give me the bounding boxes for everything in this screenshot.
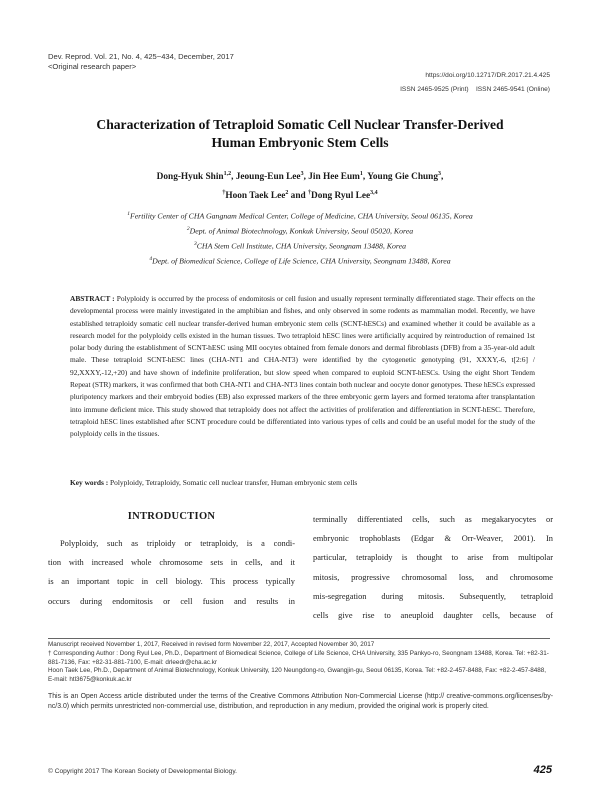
page-number: 425 bbox=[533, 764, 552, 776]
affiliation-text: Fertility Center of CHA Gangnam Medical Center, College of Medicine, CHA University, Seoul 06135, Korea bbox=[129, 211, 473, 221]
journal-line: Dev. Reprod. Vol. 21, No. 4, 425~434, December, 2017 bbox=[48, 52, 234, 61]
manuscript-dates: Manuscript received November 1, 2017, Received in revised form November 22, 2017, Accepted November 30, 2017 bbox=[48, 641, 375, 648]
affiliation-item bbox=[30, 223, 570, 238]
affiliation-text: Dept. of Biomedical Science, College of Life Science, CHA University, Seongnam 13488, Korea bbox=[152, 256, 451, 266]
author-name: Jeoung-Eun Lee bbox=[235, 172, 301, 183]
author-list bbox=[30, 166, 570, 204]
text-line: mitosis, progressive chromosomal loss, and chromosome bbox=[313, 572, 553, 582]
affiliation-sup: 2 bbox=[186, 226, 190, 233]
affiliation-sup: 1 bbox=[127, 211, 130, 217]
author-affil-sup: 2 bbox=[285, 190, 289, 197]
text-line: mis-segregation during mitosis. Subsequently, tetraploid bbox=[313, 591, 553, 601]
body-column-left bbox=[48, 510, 295, 611]
footnote-divider bbox=[48, 638, 550, 639]
intro-paragraph-right bbox=[313, 510, 553, 625]
affiliation-text: CHA Stem Cell Institute, CHA University, Seongnam 13488, Korea bbox=[196, 241, 407, 251]
title-line-1: Characterization of Tetraploid Somatic Cell Nuclear Transfer-Derived bbox=[96, 117, 504, 132]
text-line: embryonic trophoblasts (Edgar & Orr-Weaver, 2001). In bbox=[313, 534, 553, 544]
author-affil-sup: 3 bbox=[438, 171, 441, 177]
corresponding-mark: † bbox=[308, 190, 311, 197]
abstract-label: ABSTRACT : bbox=[70, 294, 115, 303]
text-line: tion with increased whole chromosome sets in cells, and it bbox=[48, 558, 295, 568]
affiliation-item bbox=[30, 208, 570, 223]
author-and: and bbox=[290, 191, 306, 202]
abstract-text: Polyploidy is occurred by the process of endomitosis or cell fusion and usually represent terminally differentiated stage. Their effects on the developmental process were mainly investigated in the amphibian and fishes, and only observed in some rodents as mammalian model. Recently, we have established tetraploidy somatic cell nuclear transfer-derived human embryonic stem cells (SCNT-hESCs) and examined whether it could be available as a research model for the polyploidy cells existed in the human tissues. Two tetraploid hESC lines were artificially acquired by reintroduction of remained 1st polar body during the establishment of SCNT-hESC using MII oocytes obtained from female donors and dermal fibroblasts (DFB) from a 35-year-old adult male. These tetraploid SCNT-hESC lines (CHA-NT1 and CHA-NT3) were identified by the cytogenetic genotyping (91, XXXY,-6, t[2:6] / 92,XXXY,-12,+20) and have shown of indefinite proliferation, but slow speed when compared to euploid SCNT-hESCs. Using the eight Short Tendem Repeat (STR) markers, it was confirmed that both CHA-NT1 and CHA-NT3 lines contain both nuclear and oocyte donor genotypes. These hESCs expressed pluripotency markers and their embryoid bodies (EB) also expressed markers of the three embryonic germ layers and formed teratoma after transplantation into immune deficient mice. This study showed that tetraploidy does not affect the activities of proliferation and differentiation in SCNT-hESC. Therefore, tetraploid hESC lines established after SCNT procedure could be differentiated into various types of cells and could be an useful model for the study of the polyploidy cells in the tissues. bbox=[70, 294, 535, 439]
author-affil-sup: 1 bbox=[359, 171, 363, 177]
affiliation-list bbox=[30, 208, 570, 268]
corresponding-author-2: Hoon Taek Lee, Ph.D., Department of Animal Biotechnology, Konkuk University, 120 Neungdong-ro, Gwangjin-gu, Seoul 06135, Korea. Tel: +82-2-457-8488, Fax: +82-2-457-8488, E-mail: htl3675@konkuk.ac.kr bbox=[48, 667, 546, 684]
footnotes bbox=[48, 641, 550, 685]
intro-paragraph-left bbox=[48, 534, 295, 611]
author-line-1: Dong-Hyuk Shin$^{1,2}$, Jeoung-Eun Lee$^3$, Jin Hee Eum$^1$, Young Gie Chung$^3$, bbox=[156, 171, 444, 183]
author-affil-sup: 1,2 bbox=[223, 171, 232, 177]
text-line: is an important topic in cell biology. This process typically bbox=[48, 577, 295, 587]
author-name: Jin Hee Eum bbox=[308, 172, 360, 183]
keywords-text: Polyploidy, Tetraploidy, Somatic cell nuclear transfer, Human embryonic stem cells bbox=[110, 478, 358, 487]
body-column-right bbox=[313, 510, 553, 625]
author-name: Young Gie Chung bbox=[367, 172, 438, 183]
corresponding-author-1: † Corresponding Author : Dong Ryul Lee, Ph.D., Department of Biomedical Science, College of Life Science, CHA University, 335 Pankyo-ro, Seongnam 13488, Korea. Tel: +82-31-881-7136, Fax: +82-31-881-7100, E-mail: drleedr@cha.ac.kr bbox=[48, 649, 549, 666]
affiliation-text: Dept. of Animal Biotechnology, Konkuk University, Seoul 05020, Korea bbox=[189, 226, 414, 236]
section-heading-introduction: INTRODUCTION bbox=[127, 511, 216, 522]
affiliation-sup: 4 bbox=[149, 256, 153, 263]
text-line: cells give rise to aneuploid daughter cells, because of bbox=[313, 611, 553, 621]
author-name: Dong-Hyuk Shin bbox=[156, 172, 224, 183]
text-line: occurs during endomitosis or cell fusion and results in bbox=[48, 596, 295, 606]
author-affil-sup: 3,4 bbox=[370, 190, 378, 197]
keywords bbox=[70, 477, 535, 488]
paper-title bbox=[30, 116, 570, 152]
affiliation-sup: 3 bbox=[193, 241, 197, 248]
abstract bbox=[70, 293, 535, 441]
issn-line: ISSN 2465-9525 (Print) ISSN 2465-9541 (Online) bbox=[400, 86, 550, 93]
author-line-2 bbox=[30, 185, 570, 204]
copyright-notice: © Copyright 2017 The Korean Society of Developmental Biology. bbox=[48, 768, 237, 775]
author-name: Dong Ryul Lee bbox=[311, 191, 371, 202]
text-line: terminally differentiated cells, such as megakaryocytes or bbox=[313, 515, 553, 524]
text-line: Polyploidy, such as triploidy or tetraploidy, is a condi- bbox=[60, 539, 295, 548]
corresponding-mark: † bbox=[222, 190, 226, 197]
author-name: Hoon Taek Lee bbox=[225, 191, 286, 202]
affiliation-item bbox=[30, 238, 570, 253]
affiliation-item bbox=[30, 253, 570, 268]
title-line-2: Human Embryonic Stem Cells bbox=[211, 135, 389, 150]
license-notice: This is an Open Access article distributed under the terms of the Creative Commons Attribution Non-Commercial License (http:// creative-commons.org/licenses/by-nc/3.0) which permits unrestricted non-commercial use, distribution, and reproduction in any medium, provided the original work is properly cited. bbox=[48, 693, 553, 711]
doi-link[interactable]: https://doi.org/10.12717/DR.2017.21.4.425 bbox=[425, 72, 550, 79]
text-line: particular, tetraploidy is thought to arise from multipolar bbox=[313, 553, 553, 563]
author-affil-sup: 3 bbox=[300, 171, 304, 177]
keywords-label: Key words : bbox=[70, 478, 109, 487]
paper-type: <Original research paper> bbox=[48, 62, 137, 71]
journal-citation bbox=[48, 52, 234, 72]
